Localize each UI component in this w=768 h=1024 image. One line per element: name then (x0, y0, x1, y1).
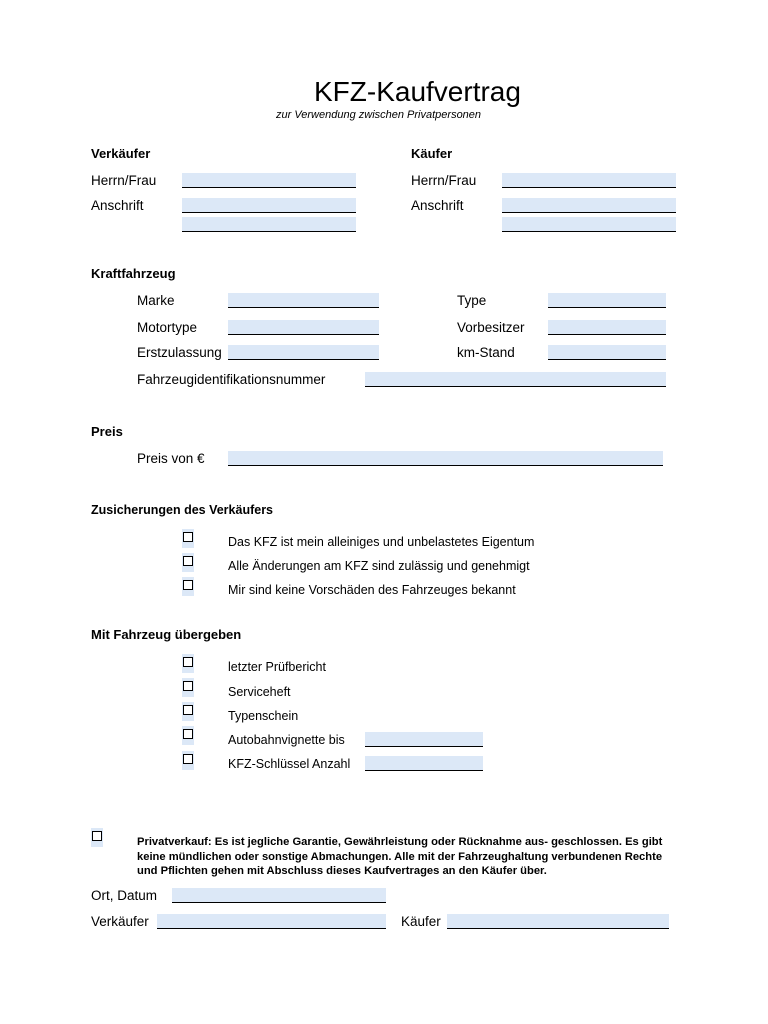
place-date-label: Ort, Datum (91, 888, 158, 903)
make-label: Marke (137, 293, 175, 308)
handover-checkbox-5[interactable] (182, 751, 194, 770)
checkbox-icon (183, 556, 193, 566)
buyer-address-label: Anschrift (411, 198, 464, 213)
document-title: KFZ-Kaufvertrag (314, 76, 521, 107)
price-label: Preis von € (137, 451, 205, 466)
seller-address-label: Anschrift (91, 198, 144, 213)
handover-heading: Mit Fahrzeug übergeben (91, 627, 242, 642)
handover-checkbox-1[interactable] (182, 654, 194, 673)
buyer-heading: Käufer (411, 146, 453, 161)
handover-label-2: Serviceheft (228, 685, 291, 699)
first-registration-label: Erstzulassung (137, 345, 222, 360)
assurance-checkbox-3[interactable] (182, 577, 194, 596)
private-sale-checkbox[interactable] (91, 828, 103, 847)
handover-checkbox-2[interactable] (182, 678, 194, 697)
mileage-label: km-Stand (457, 345, 515, 360)
seller-signature-label: Verkäufer (91, 914, 149, 929)
assurance-label-3: Mir sind keine Vorschäden des Fahrzeuges bekannt (228, 583, 516, 597)
buyer-address-field-1[interactable] (502, 198, 676, 213)
checkbox-icon (183, 754, 193, 764)
place-date-field[interactable] (172, 888, 386, 903)
handover-label-1: letzter Prüfbericht (228, 660, 326, 674)
seller-address-field-1[interactable] (182, 198, 356, 213)
buyer-name-field[interactable] (502, 173, 676, 188)
document-subtitle: zur Verwendung zwischen Privatpersonen (276, 109, 482, 121)
motor-type-field[interactable] (228, 320, 379, 335)
handover-checkbox-4[interactable] (182, 726, 194, 745)
vin-field[interactable] (365, 372, 666, 387)
vehicle-heading: Kraftfahrzeug (91, 266, 176, 281)
type-label: Type (457, 293, 487, 308)
price-field[interactable] (228, 451, 663, 466)
assurance-label-2: Alle Änderungen am KFZ sind zulässig und genehmigt (228, 559, 530, 573)
key-count-field[interactable] (365, 756, 483, 771)
buyer-signature-label: Käufer (401, 914, 441, 929)
buyer-address-field-2[interactable] (502, 217, 676, 232)
assurance-checkbox-1[interactable] (182, 529, 194, 548)
seller-address-field-2[interactable] (182, 217, 356, 232)
checkbox-icon (183, 705, 193, 715)
seller-signature-field[interactable] (157, 914, 386, 929)
previous-owners-field[interactable] (548, 320, 666, 335)
motor-type-label: Motortype (137, 320, 198, 335)
handover-label-3: Typenschein (228, 709, 299, 723)
assurance-checkbox-2[interactable] (182, 553, 194, 572)
assurance-label-1: Das KFZ ist mein alleiniges und unbelastetes Eigentum (228, 535, 535, 549)
checkbox-icon (183, 681, 193, 691)
buyer-name-label: Herrn/Frau (411, 173, 477, 188)
checkbox-icon (183, 580, 193, 590)
vin-label: Fahrzeugidentifikationsnummer (137, 372, 326, 387)
checkbox-icon (183, 729, 193, 739)
checkbox-icon (183, 657, 193, 667)
checkbox-icon (92, 831, 102, 841)
seller-name-label: Herrn/Frau (91, 173, 157, 188)
first-registration-field[interactable] (228, 345, 379, 360)
private-sale-note: Privatverkauf: Es ist jegliche Garantie, Gewährleistung oder Rücknahme aus- geschlossen. Es gibt keine mündlichen oder sonstige Abmachungen. Alle mit der Fahrzeughaltung verbundenen Rechte und Pflichten gehen mit Abschluss dieses Kaufvertrages an den Käufer über. (137, 836, 663, 877)
seller-name-field[interactable] (182, 173, 356, 188)
price-heading: Preis (91, 424, 123, 439)
previous-owners-label: Vorbesitzer (457, 320, 525, 335)
make-field[interactable] (228, 293, 379, 308)
mileage-field[interactable] (548, 345, 666, 360)
buyer-signature-field[interactable] (447, 914, 669, 929)
handover-label-5: KFZ-Schlüssel Anzahl (228, 757, 351, 771)
handover-label-4: Autobahnvignette bis (228, 733, 345, 747)
type-field[interactable] (548, 293, 666, 308)
seller-heading: Verkäufer (91, 146, 151, 161)
vignette-date-field[interactable] (365, 732, 483, 747)
assurances-heading: Zusicherungen des Verkäufers (91, 503, 274, 517)
checkbox-icon (183, 532, 193, 542)
handover-checkbox-3[interactable] (182, 702, 194, 721)
